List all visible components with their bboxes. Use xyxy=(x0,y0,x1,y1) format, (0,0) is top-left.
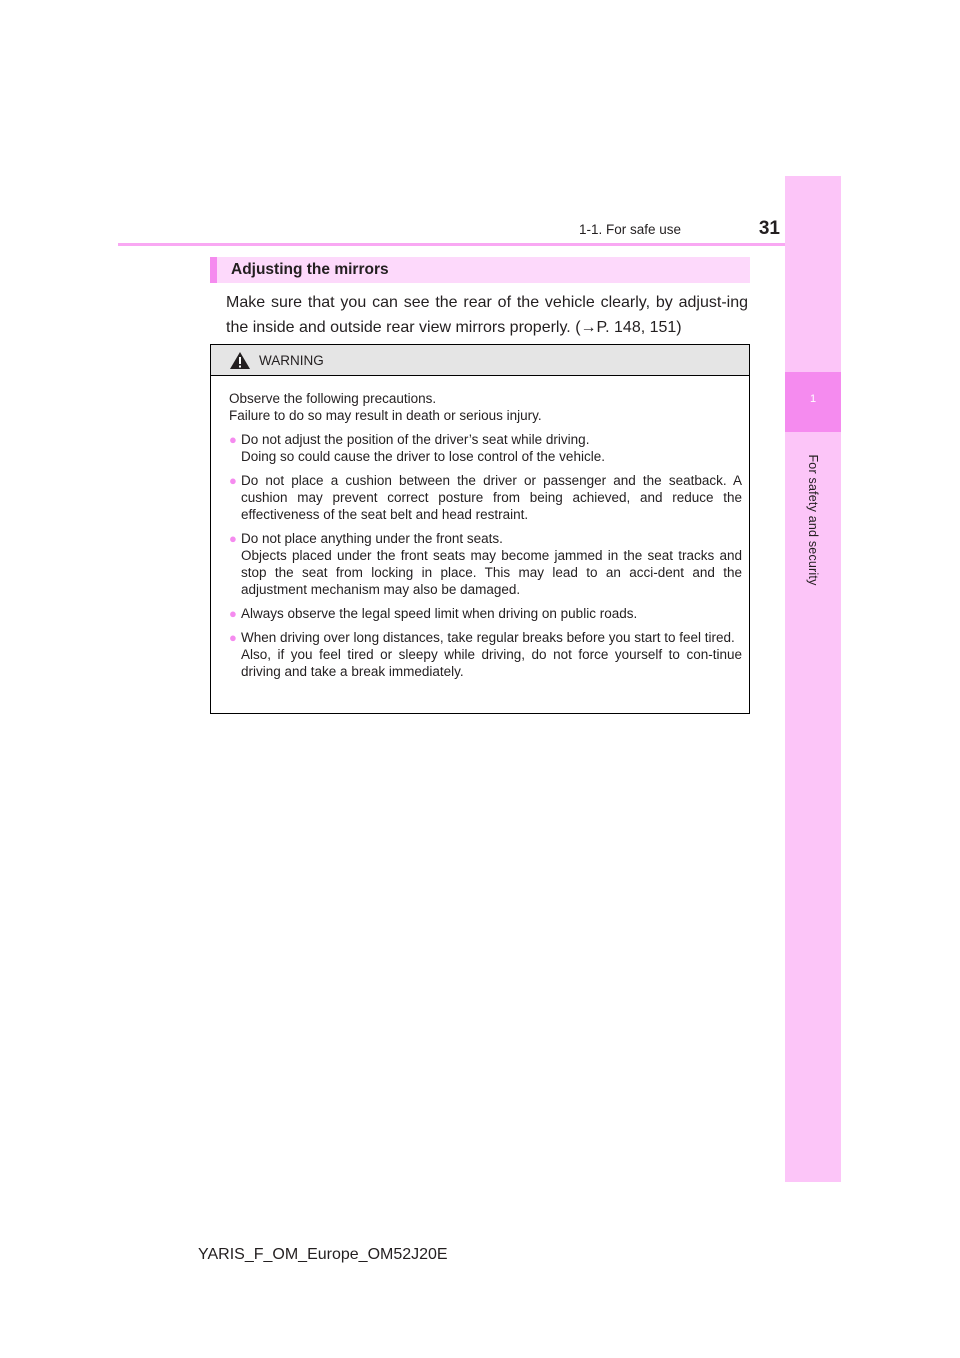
warning-label: WARNING xyxy=(259,352,324,368)
bullet-icon: ● xyxy=(229,630,237,645)
warning-item-text: Do not place anything under the front seats. xyxy=(241,531,503,546)
bullet-icon: ● xyxy=(229,473,237,488)
chapter-title: For safety and security xyxy=(806,454,820,586)
warning-item xyxy=(229,431,742,465)
subheading-bar xyxy=(210,257,750,283)
warning-intro-line: Observe the following precautions. xyxy=(229,391,437,406)
subheading: Adjusting the mirrors xyxy=(231,261,389,278)
section-title: 1-1. For safe use xyxy=(578,222,681,237)
bullet-icon: ● xyxy=(229,531,237,546)
bullet-icon: ● xyxy=(229,606,237,621)
warning-item-text: Doing so could cause the driver to lose control of the vehicle. xyxy=(241,449,605,464)
warning-triangle-icon xyxy=(229,351,251,370)
chapter-number: 1 xyxy=(809,393,817,405)
warning-body xyxy=(211,376,749,680)
warning-intro-line: Failure to do so may result in death or serious injury. xyxy=(229,408,542,423)
warning-box xyxy=(210,344,750,714)
intro-paragraph: Make sure that you can see the rear of the vehicle clearly, by adjust-ing the inside and outside rear view mirrors properly. (→P. 148, 151) xyxy=(226,294,748,336)
warning-item xyxy=(229,472,742,523)
page-number: 31 xyxy=(758,218,780,239)
warning-intro xyxy=(229,390,742,424)
warning-item-text: Also, if you feel tired or sleepy while driving, do not force yourself to con-tinue driving and take a break immediately. xyxy=(241,647,742,679)
warning-item xyxy=(229,629,742,680)
warning-item-text: Objects placed under the front seats may become jammed in the seat tracks and stop the seat from locking in place. This may lead to an acci-dent and the adjustment mechanism may also be damaged. xyxy=(241,548,742,597)
warning-item xyxy=(229,605,742,622)
warning-item-text: When driving over long distances, take regular breaks before you start to feel tired. xyxy=(241,630,735,645)
warning-item-text: Do not adjust the position of the driver’s seat while driving. xyxy=(241,432,590,447)
warning-item-text: Do not place a cushion between the driver or passenger and the seatback. A cushion may prevent correct posture from being achieved, and reduce the effectiveness of the seat belt and head restraint. xyxy=(241,473,742,522)
warning-item-text: Always observe the legal speed limit when driving on public roads. xyxy=(241,606,638,621)
document-footer: YARIS_F_OM_Europe_OM52J20E xyxy=(198,1246,448,1263)
warning-item xyxy=(229,530,742,598)
warning-header xyxy=(211,345,749,376)
chapter-sidebar xyxy=(785,176,841,1182)
bullet-icon: ● xyxy=(229,432,237,447)
header-rule xyxy=(118,243,841,246)
